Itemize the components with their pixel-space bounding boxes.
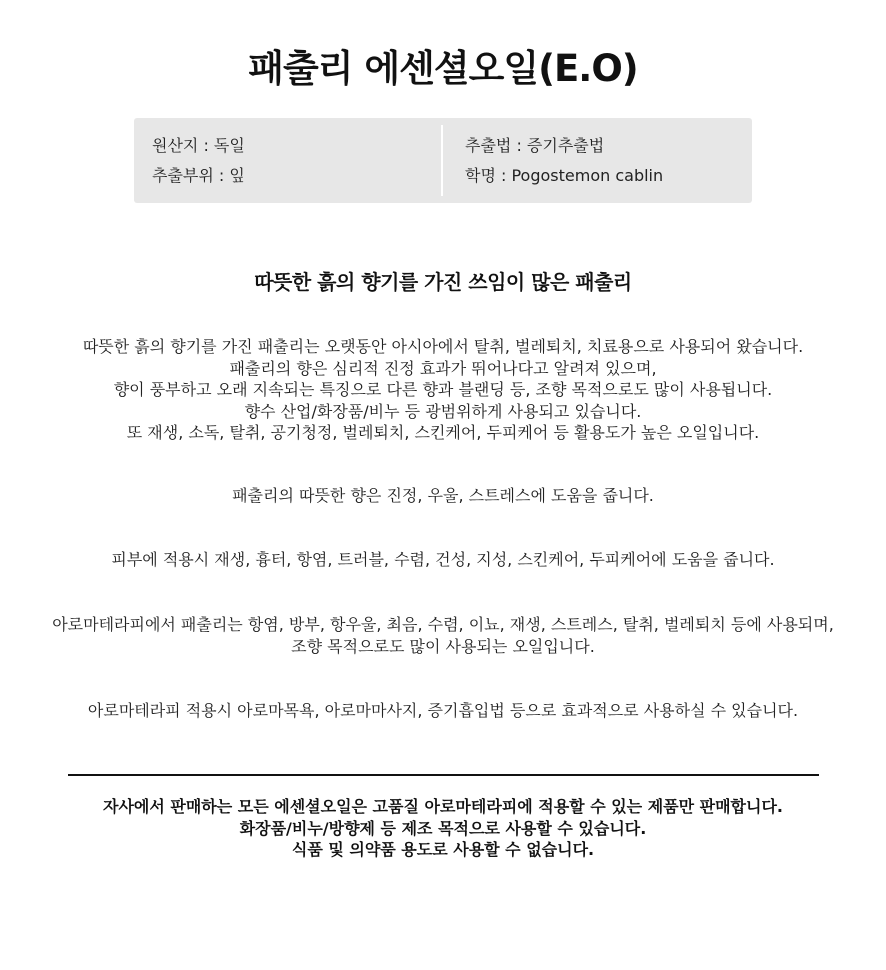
description-line: 따뜻한 흙의 향기를 가진 패출리는 오랫동안 아시아에서 탈취, 벌레퇴치, 치료용으로 사용되어 왔습니다. [82, 337, 804, 356]
usage-paragraph [20, 700, 866, 722]
scientific-name-info: 학명 : Pogostemon cablin [465, 166, 664, 185]
info-column-right [465, 131, 663, 191]
product-info-box [134, 118, 752, 203]
extraction-method-info: 추출법 : 증기추출법 [465, 136, 605, 155]
notice-block [20, 796, 866, 861]
aromatherapy-paragraph [20, 614, 866, 657]
description-paragraph [20, 336, 866, 444]
description-line: 향수 산업/화장품/비누 등 광범위하게 사용되고 있습니다. [244, 401, 642, 421]
mood-paragraph [20, 485, 866, 507]
description-line: 향이 풍부하고 오래 지속되는 특징으로 다른 향과 블랜딩 등, 조향 목적으로도 많이 사용됩니다. [113, 380, 773, 399]
page-title: 패출리 에센셜오일(E.O) [248, 47, 638, 90]
notice-line: 자사에서 판매하는 모든 에센셜오일은 고품질 아로마테라피에 적용할 수 있는 제품만 판매합니다. [102, 797, 784, 816]
info-column-left [152, 131, 245, 191]
section-divider [68, 774, 819, 776]
description-line: 패출리의 향은 심리적 진정 효과가 뛰어나다고 알려져 있으며, [229, 358, 657, 378]
mood-line: 패출리의 따뜻한 향은 진정, 우울, 스트레스에 도움을 줍니다. [232, 486, 654, 505]
origin-info: 원산지 : 독일 [152, 136, 245, 155]
usage-line: 아로마테라피 적용시 아로마목욕, 아로마마사지, 증기흡입법 등으로 효과적으로 사용하실 수 있습니다. [87, 701, 799, 720]
notice-line: 화장품/비누/방향제 등 제조 목적으로 사용할 수 있습니다. [239, 818, 647, 838]
skin-line: 피부에 적용시 재생, 흉터, 항염, 트러블, 수렴, 건성, 지성, 스킨케어, 두피케어에 도움을 줍니다. [111, 550, 775, 569]
aromatherapy-line: 아로마테라피에서 패출리는 항염, 방부, 항우울, 최음, 수렴, 이뇨, 재생, 스트레스, 탈취, 벌레퇴치 등에 사용되며, [52, 615, 834, 634]
extraction-part-info: 추출부위 : 잎 [152, 166, 245, 185]
aromatherapy-line: 조향 목적으로도 많이 사용되는 오일입니다. [291, 636, 595, 656]
info-divider [441, 125, 443, 196]
description-line: 또 재생, 소독, 탈취, 공기청정, 벌레퇴치, 스킨케어, 두피케어 등 활용도가 높은 오일입니다. [126, 423, 760, 442]
notice-line: 식품 및 의약품 용도로 사용할 수 없습니다. [291, 840, 595, 859]
section-subtitle: 따뜻한 흙의 향기를 가진 쓰임이 많은 패출리 [254, 270, 632, 294]
skin-paragraph [20, 549, 866, 571]
